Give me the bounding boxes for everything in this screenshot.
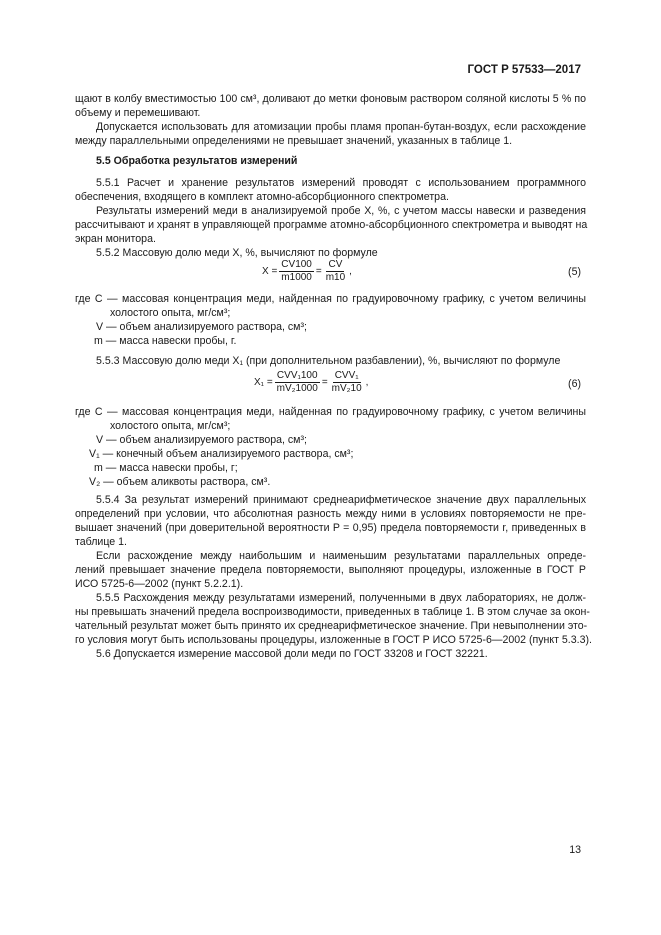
text-line: ны превышать значений предела воспроизводимости, приведенных в таблице 1. В этом случае за окон- [75,606,590,618]
fraction [275,370,320,395]
text-line: 5.6 Допускается измерение массовой доли меди по ГОСТ 33208 и ГОСТ 32221. [96,648,488,660]
fraction [279,259,314,284]
equation-number: (6) [568,378,581,390]
numerator: CVV₁ [334,370,359,381]
text-line: где C — массовая концентрация меди, найденная по градуировочному графику, с учетом величины [75,406,586,418]
formula-lhs: X₁ = [254,377,273,388]
page-number: 13 [569,844,581,856]
denominator: mV₂1000 [276,383,318,394]
text-line: 5.5.5 Расхождения между результатами измерений, полученными в двух лабораториях, не долж- [96,592,586,604]
fraction [324,259,347,284]
text-line: холостого опыта, мг/см³; [110,420,231,432]
numerator: CV [328,259,343,270]
text-line: таблице 1. [75,536,127,548]
text-line: экран монитора. [75,233,156,245]
fraction [330,370,364,395]
denominator: m1000 [281,272,312,283]
text-line: между параллельными определениями не превышает значений, указанных в таблице 1. [75,135,513,147]
text-line: V₁ — конечный объем анализируемого раствора, см³; [89,448,354,460]
text-line: V — объем анализируемого раствора, см³; [96,434,307,446]
numerator: CVV₁100 [276,370,318,381]
equals-sign: = [315,266,322,277]
text-line: холостого опыта, мг/см³; [110,307,231,319]
formula-5 [262,259,352,284]
equals-sign: = [321,377,328,388]
text-line: V — объем анализируемого раствора, см³; [96,321,307,333]
formula-6 [254,370,368,395]
text-line: 5.5.4 За результат измерений принимают среднеарифметическое значение двух параллельных [96,494,586,506]
equation-number: (5) [568,266,581,278]
text-line: V₂ — объем аликвоты раствора, см³. [89,476,271,488]
document-id: ГОСТ Р 57533—2017 [467,64,581,76]
text-line: 5.5.2 Массовую долю меди X, %, вычисляют по формуле [96,247,378,259]
text-line: 5.5.1 Расчет и хранение результатов измерений проводят с использованием программного [96,177,586,189]
text-line: где C — массовая концентрация меди, найденная по градуировочному графику, с учетом величины [75,293,586,305]
text-line: го условия могут быть использованы процедуры, изложенные в ГОСТ Р ИСО 5725-6—2002 (пункт 5.3.3). [75,634,592,646]
text-line: Допускается использовать для атомизации пробы пламя пропан-бутан-воздух, если расхождение [96,121,586,133]
text-line: 5.5.3 Массовую долю меди X₁ (при дополнительном разбавлении), %, вычисляют по формуле [96,355,561,367]
numerator: CV100 [281,259,312,270]
text-line: определений при условии, что абсолютная разность между ними в условиях повторяемости не пре- [75,508,586,520]
text-line: ИСО 5725-6—2002 (пункт 5.2.2.1). [75,578,244,590]
text-line: Если расхождение между наибольшим и наименьшим результатами параллельных опреде- [96,550,586,562]
text-line: Результаты измерений меди в анализируемой пробе X, %, с учетом массы навески и разведения [96,205,586,217]
denominator: mV₂10 [331,383,362,394]
text-line: вышает значений (при доверительной вероятности P = 0,95) предела повторяемости r, приведенных в [75,522,586,534]
formula-tail: , [365,377,369,388]
text-line: объему и перемешивают. [75,107,201,119]
denominator: m10 [325,272,346,283]
formula-tail: , [349,266,352,277]
text-line: рассчитывают и хранят в управляющей программе атомно-абсорбционного спектрометра и выводят на [75,219,588,231]
text-line: m — масса навески пробы, г; [94,462,238,474]
formula-lhs: X = [262,266,278,277]
text-line: чательный результат может быть принято их среднеарифметическое значение. При невыполнении это- [75,620,588,632]
text-line: щают в колбу вместимостью 100 см³, доливают до метки фоновым раствором соляной кислоты 5 % по [75,93,586,105]
text-line: лений превышает значение предела повторяемости, выполняют процедуры, изложенные в ГОСТ Р [75,564,586,576]
text-line: m — масса навески пробы, г. [94,335,237,347]
section-heading: 5.5 Обработка результатов измерений [96,155,298,167]
text-line: обеспечения, входящего в комплект атомно-абсорбционного спектрометра. [75,191,449,203]
